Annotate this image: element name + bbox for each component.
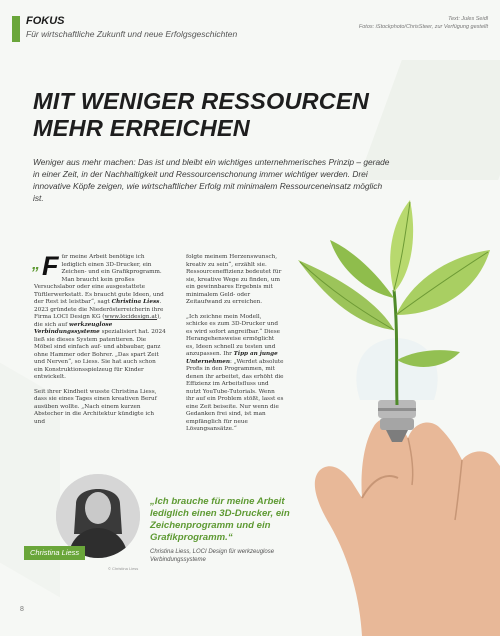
paragraph-text: : „Werdet absolute Profis in den Programmen, mit denen ihr arbeitet, das erhöht die Effizienz im Arbeitsfluss und nutzt YouTube-Tutorials. Wenn ihr auf ein Problem stößt, lasst es eine Zeit beiseite. Nur wenn die Gedanken frei sind, ist man empfänglich für neue Lösungsansätze.“ bbox=[186, 358, 284, 432]
quote-mark-icon: „ bbox=[32, 256, 40, 273]
tip-emphasis: Tipp an junge Unternehmen bbox=[186, 351, 278, 365]
section-title: FOKUS bbox=[26, 15, 65, 27]
pull-quote: „Ich brauche für meine Arbeit lediglich einen 3D-Drucker, ein Zeichenprogramm und ein Grafikprogramm.“ bbox=[150, 496, 290, 543]
article-column-1 bbox=[32, 251, 166, 433]
drop-cap: F bbox=[42, 251, 59, 281]
photo-credit: Fotos: iStockphoto/ChrisSteer, zur Verfügung gestellt bbox=[358, 23, 488, 30]
paragraph-text: „Ich zeichne mein Modell, schicke es zum 3D-Drucker und es wird sofort angreifbar.“ Diese Herangehensweise ermöglicht es, Ideen schnell zu testen und anzupassen. Ihr bbox=[186, 313, 281, 357]
paragraph-text: ), die sich auf bbox=[34, 314, 162, 328]
section-accent-bar bbox=[12, 16, 20, 42]
article-column-2 bbox=[186, 254, 284, 441]
emphasis-text: werkzeuglose Verbindungssysteme bbox=[34, 321, 113, 335]
credits bbox=[359, 16, 488, 32]
person-name: Christina Liess bbox=[111, 299, 160, 305]
article-paragraph: folgte meinem Herzenswunsch, kreativ zu sein“, erzählt sie. Ressourceneffizienz bedeutet für sie, kreative Wege zu finden, um ein gewinnbares Ergebnis mit minimalem Geld- oder Zeitaufwand zu erreichen. bbox=[186, 254, 282, 305]
text-credit: Text: Jules Seidl bbox=[448, 16, 488, 22]
section-subtitle: Für wirtschaftliche Zukunft und neue Erfolgsgeschichten bbox=[26, 29, 238, 39]
name-badge: Christina Liess bbox=[24, 546, 85, 560]
headline-line-2: MEHR ERREICHEN bbox=[33, 115, 250, 141]
intro-paragraph: Weniger aus mehr machen: Das ist und bleibt ein wichtiges unternehmerisches Prinzip – gerade in einer Zeit, in der Nachhaltigkeit und Ressourcenschonung immer wichtiger werden. Drei innovative Köpfe zeigen, wie wirtschaftlicher Erfolg mit minimalem Ressourceneinsatz möglich ist. bbox=[33, 157, 390, 203]
hand-icon bbox=[315, 418, 500, 636]
paragraph-text: . 2023 gründete die Niederösterreicherin ihre Firma LOCI Design KG ( bbox=[34, 299, 164, 320]
website-link[interactable]: www.locidesign.at bbox=[104, 314, 158, 320]
headline bbox=[33, 88, 369, 142]
page-number: 8 bbox=[20, 606, 24, 613]
paragraph-text: ür meine Arbeit benötige ich lediglich einen 3D-Drucker, ein Zeichen- und ein Grafikprogramm. Man braucht kein großes Versuchslabor oder eine ausgestattete Tüftlerwerkstatt. Es braucht gute Ideen, und der Rest ist leistbar“, sagt bbox=[34, 254, 164, 305]
article-paragraph: Seit ihrer Kindheit wusste Christina Liess, dass sie eines Tages einen kreativen Beruf ausüben wollte. „Nach einem kurzen Abstecher in die Architektur kündigte ich und bbox=[34, 388, 157, 425]
article-paragraph bbox=[186, 314, 284, 434]
headline-line-1: MIT WENIGER RESSOURCEN bbox=[33, 88, 370, 114]
article-paragraph bbox=[32, 251, 166, 382]
plant-bulb-photo bbox=[290, 180, 500, 636]
paragraph-text: spezialisiert hat. 2024 ließ sie dieses System patentieren. Die Möbel sind einfach auf- und abbaubar, ganz ohne Hammer oder Bohrer. „Das spart Zeit und Nerven“, so Liess. Sie hat auch schon ein Konstruktionsspielzeug für Kinder entwickelt. bbox=[34, 329, 166, 380]
portrait-credit: © Christina Liess bbox=[108, 566, 139, 571]
pull-quote-attribution: Christina Liess, LOCI Design für werkzeuglose Verbindungssysteme bbox=[150, 549, 275, 563]
